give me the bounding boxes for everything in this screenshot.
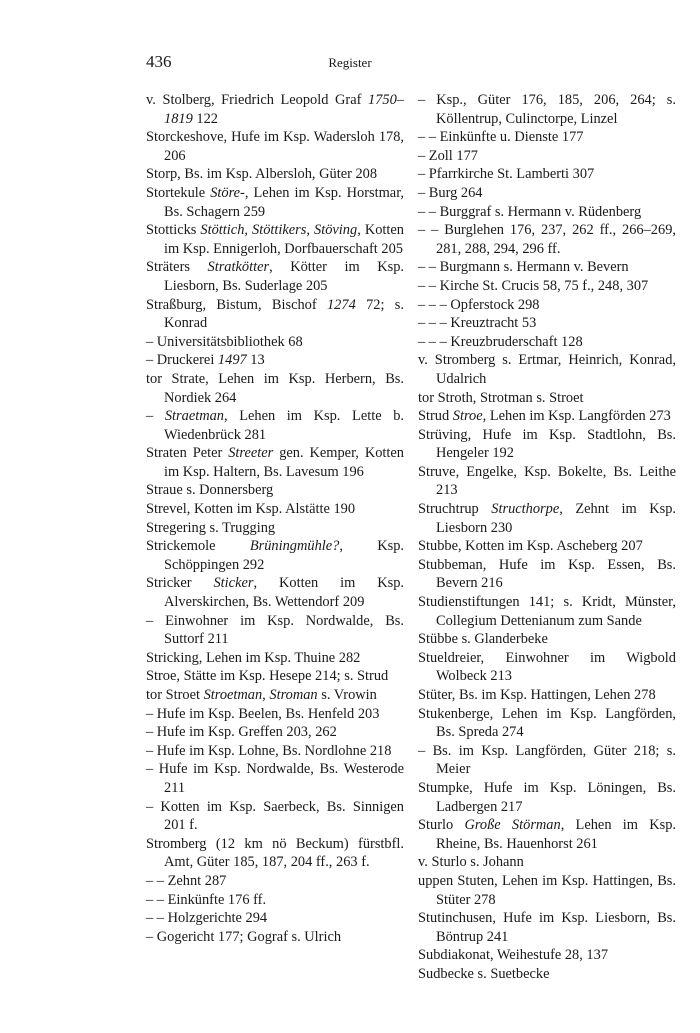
entry-text: – Einwohner im Ksp. Nordwalde, Bs. Suttorf 211 [146, 612, 404, 648]
entry-text: Studienstiftungen 141; s. Kridt, Münster, Collegium Dettenianum zum Sande [418, 594, 676, 629]
entry-text: Stubbe, Kotten im Ksp. Ascheberg 207 [418, 538, 643, 555]
entry-text: Subdiakonat, Weihestufe 28, 137 [418, 947, 609, 964]
entry-text: Stueldreier, Einwohner im Wigbold Wolbeck 213 [418, 649, 676, 685]
index-entry [418, 872, 676, 909]
index-entry [146, 351, 404, 370]
entry-italic-text: Große Störman [464, 817, 561, 834]
index-entry [418, 351, 676, 388]
entry-text: Sträters [146, 259, 208, 276]
page-number: 436 [146, 52, 172, 71]
index-entry [146, 128, 404, 165]
index-entry [418, 946, 676, 965]
entry-text: v. Sturlo s. Johann [418, 854, 524, 871]
index-entry [418, 333, 676, 352]
index-entry [418, 593, 676, 630]
right-column [418, 91, 676, 984]
index-entry [418, 389, 676, 408]
entry-text: – Burg 264 [418, 184, 483, 201]
index-entry [418, 277, 676, 296]
index-entry [146, 612, 404, 649]
index-entry [418, 779, 676, 816]
entry-text: , Kotten im Ksp. Alverskirchen, Bs. Wettendorf 209 [164, 575, 404, 611]
entry-text: Straue s. Donnersberg [146, 482, 274, 499]
entry-text: gen. Kemper, Kotten im Ksp. Haltern, Bs. Lavesum 196 [164, 445, 404, 480]
entry-text: – – Burggraf s. Hermann v. Rüdenberg [418, 203, 642, 220]
entry-text: , Lehen im Ksp. Rheine, Bs. Hauenhorst 261 [436, 817, 676, 852]
index-entry [418, 426, 676, 463]
entry-text: – Ksp., Güter 176, 185, 206, 264; s. Köllentrup, Culinctorpe, Linzel [418, 92, 676, 127]
index-entry [146, 667, 404, 686]
index-entry [146, 500, 404, 519]
entry-italic-text: Structhorpe [491, 501, 560, 518]
entry-text: 122 [192, 110, 218, 127]
index-entry [146, 91, 404, 128]
entry-italic-text: Sticker [213, 575, 254, 592]
index-entry [146, 165, 404, 184]
entry-text: Stutinchusen, Hufe im Ksp. Liesborn, Bs. Böntrup 241 [418, 910, 676, 945]
entry-text: , Lehen im Ksp. Lette b. Wiedenbrück 281 [164, 408, 405, 443]
index-entry [418, 909, 676, 946]
entry-text: , Kötter im Ksp. Liesborn, Bs. Suderlage 205 [164, 259, 404, 294]
index-entry [146, 649, 404, 668]
index-entry [146, 760, 404, 797]
index-entry [146, 537, 404, 574]
entry-text: – Druckerei [146, 352, 218, 369]
index-entry [418, 500, 676, 537]
entry-text: Storckeshove, Hufe im Ksp. Wadersloh 178, 206 [146, 129, 404, 164]
entry-italic-text: Stöttich, Stöttikers, Stöving [200, 222, 358, 239]
entry-text: – Pfarrkirche St. Lamberti 307 [418, 166, 595, 183]
entry-text: Stricker [146, 575, 214, 592]
index-entry [146, 742, 404, 761]
entry-text: v. Stromberg s. Ertmar, Heinrich, Konrad, Udalrich [418, 352, 676, 387]
entry-text: Straten Peter [146, 445, 229, 462]
entry-italic-text: Stroe [452, 408, 483, 425]
entry-text: , Lehen im Ksp. Horstmar, Bs. Schagern 259 [164, 184, 405, 220]
index-entry [418, 184, 676, 203]
entry-text: , Ksp. Schöppingen 292 [164, 538, 405, 573]
index-entry [146, 928, 404, 947]
entry-text: Strud [418, 408, 453, 425]
index-entry [146, 333, 404, 352]
index-entry [146, 221, 404, 258]
index-entry [418, 128, 676, 147]
index-entry [418, 965, 676, 984]
index-entry [418, 816, 676, 853]
entry-italic-text: 1497 [217, 352, 247, 369]
entry-text: , Lehen im Ksp. Langförden 273 [482, 408, 671, 425]
index-entry [418, 742, 676, 779]
entry-italic-text: Streeter [228, 445, 274, 462]
index-entry [418, 258, 676, 277]
entry-text: Stromberg (12 km nö Beckum) fürstbfl. Amt, Güter 185, 187, 204 ff., 263 f. [146, 835, 404, 871]
index-entry [146, 258, 404, 295]
entry-text: – Universitätsbibliothek 68 [146, 333, 303, 350]
index-entry [418, 203, 676, 222]
entry-text: Stübbe s. Glanderbeke [418, 631, 548, 648]
index-entry [146, 909, 404, 928]
index-entry [418, 165, 676, 184]
entry-text: Struchtrup [418, 501, 492, 518]
index-entry [146, 872, 404, 891]
entry-italic-text: 1274 [326, 296, 356, 313]
entry-text: Stüter, Bs. im Ksp. Hattingen, Lehen 278 [418, 687, 656, 703]
index-entry [418, 296, 676, 315]
entry-text: Stregering s. Trugging [146, 519, 276, 536]
entry-text: Storp, Bs. im Ksp. Albersloh, Güter 208 [146, 166, 378, 183]
entry-text: Strevel, Kotten im Ksp. Alstätte 190 [146, 501, 356, 518]
entry-text: Stortekule [146, 184, 211, 201]
entry-text: – Gogericht 177; Gograf s. Ulrich [146, 928, 342, 945]
entry-text: – – Burgmann s. Hermann v. Bevern [418, 259, 629, 276]
index-entry [418, 314, 676, 333]
entry-text: – – – Kreuzbruderschaft 128 [418, 333, 583, 350]
entry-text: tor Stroet [146, 687, 204, 703]
index-entry [146, 519, 404, 538]
entry-text: Strickemole [146, 538, 250, 555]
index-entry [418, 537, 676, 556]
entry-text: s. Vrowin [317, 687, 377, 703]
index-entry [146, 481, 404, 500]
index-entry [146, 891, 404, 910]
index-entry [418, 221, 676, 258]
entry-italic-text: Störe- [210, 184, 245, 201]
entry-text: – – Zehnt 287 [146, 872, 227, 889]
entry-text: – Hufe im Ksp. Nordwalde, Bs. Westerode 211 [146, 761, 404, 796]
index-entry [146, 370, 404, 407]
index-entry [146, 723, 404, 742]
entry-text: Straßburg, Bistum, Bischof [146, 296, 327, 313]
entry-text: – Kotten im Ksp. Saerbeck, Bs. Sinnigen 201 f. [146, 798, 404, 834]
entry-text: – Hufe im Ksp. Beelen, Bs. Henfeld 203 [146, 705, 380, 722]
entry-text: tor Stroth, Strotman s. Stroet [418, 389, 584, 406]
index-entry [418, 705, 676, 742]
entry-italic-text: Straetman [164, 408, 224, 425]
entry-italic-text: 1750–1819 [164, 92, 404, 127]
entry-text: 13 [246, 352, 265, 369]
entry-text: Stumpke, Hufe im Ksp. Löningen, Bs. Ladbergen 217 [418, 779, 676, 815]
index-entry [146, 798, 404, 835]
running-head: Register [328, 55, 372, 70]
index-entry [146, 835, 404, 872]
entry-italic-text: Brüningmühle? [249, 538, 340, 555]
index-entry [418, 630, 676, 649]
entry-text: Sturlo [418, 817, 465, 834]
entry-text: – Hufe im Ksp. Lohne, Bs. Nordlohne 218 [146, 742, 392, 759]
entry-text: Struve, Engelke, Ksp. Bokelte, Bs. Leithe 213 [418, 463, 676, 499]
index-entry [418, 147, 676, 166]
entry-text: tor Strate, Lehen im Ksp. Herbern, Bs. Nordiek 264 [146, 370, 404, 406]
entry-text: Stricking, Lehen im Ksp. Thuine 282 [146, 649, 361, 666]
entry-text: Stroe, Stätte im Ksp. Hesepe 214; s. Strud [146, 668, 389, 685]
entry-text: Stubbeman, Hufe im Ksp. Essen, Bs. Bevern 216 [418, 556, 676, 592]
entry-text: – Bs. im Ksp. Langförden, Güter 218; s. Meier [418, 742, 676, 778]
entry-text: Stukenberge, Lehen im Ksp. Langförden, Bs. Spreda 274 [418, 705, 676, 741]
entry-text: – – – Kreuztracht 53 [418, 315, 537, 332]
entry-text: – [146, 408, 165, 425]
index-entry [418, 686, 676, 705]
index-entry [146, 686, 404, 705]
entry-text: – Zoll 177 [418, 147, 478, 164]
entry-text: – – Kirche St. Crucis 58, 75 f., 248, 307 [418, 277, 649, 294]
index-entry [418, 649, 676, 686]
entry-text: , Kotten im Ksp. Ennigerloh, Dorfbauerschaft 205 [164, 222, 404, 257]
entry-text: – – Einkünfte 176 ff. [146, 891, 267, 908]
index-entry [418, 91, 676, 128]
index-entry [146, 574, 404, 611]
entry-text: – – Einkünfte u. Dienste 177 [418, 129, 584, 146]
index-entry [146, 407, 404, 444]
entry-text: Sudbecke s. Suetbecke [418, 965, 550, 982]
entry-text: , Zehnt im Ksp. Liesborn 230 [436, 501, 676, 536]
index-entry [146, 705, 404, 724]
index-entry [418, 463, 676, 500]
index-entry [146, 444, 404, 481]
entry-text: – – Burglehen 176, 237, 262 ff., 266–269, 281, 288, 294, 296 ff. [418, 222, 676, 257]
index-entry [418, 853, 676, 872]
index-entry [146, 296, 404, 333]
index-entry [418, 556, 676, 593]
entry-text: 72; s. Konrad [164, 296, 404, 332]
entry-text: – – – Opferstock 298 [418, 296, 540, 313]
entry-text: uppen Stuten, Lehen im Ksp. Hattingen, Bs. Stüter 278 [418, 872, 676, 908]
entry-italic-text: Stratkötter [207, 259, 270, 276]
entry-text: v. Stolberg, Friedrich Leopold Graf [146, 92, 369, 108]
entry-text: Strüving, Hufe im Ksp. Stadtlohn, Bs. Hengeler 192 [418, 426, 676, 462]
entry-italic-text: Stroetman, Stroman [203, 687, 318, 703]
index-entry [146, 184, 404, 221]
entry-text: – Hufe im Ksp. Greffen 203, 262 [146, 724, 337, 741]
left-column [146, 91, 404, 946]
entry-text: Stotticks [146, 222, 201, 239]
index-entry [418, 407, 676, 426]
entry-text: – – Holzgerichte 294 [146, 910, 268, 927]
